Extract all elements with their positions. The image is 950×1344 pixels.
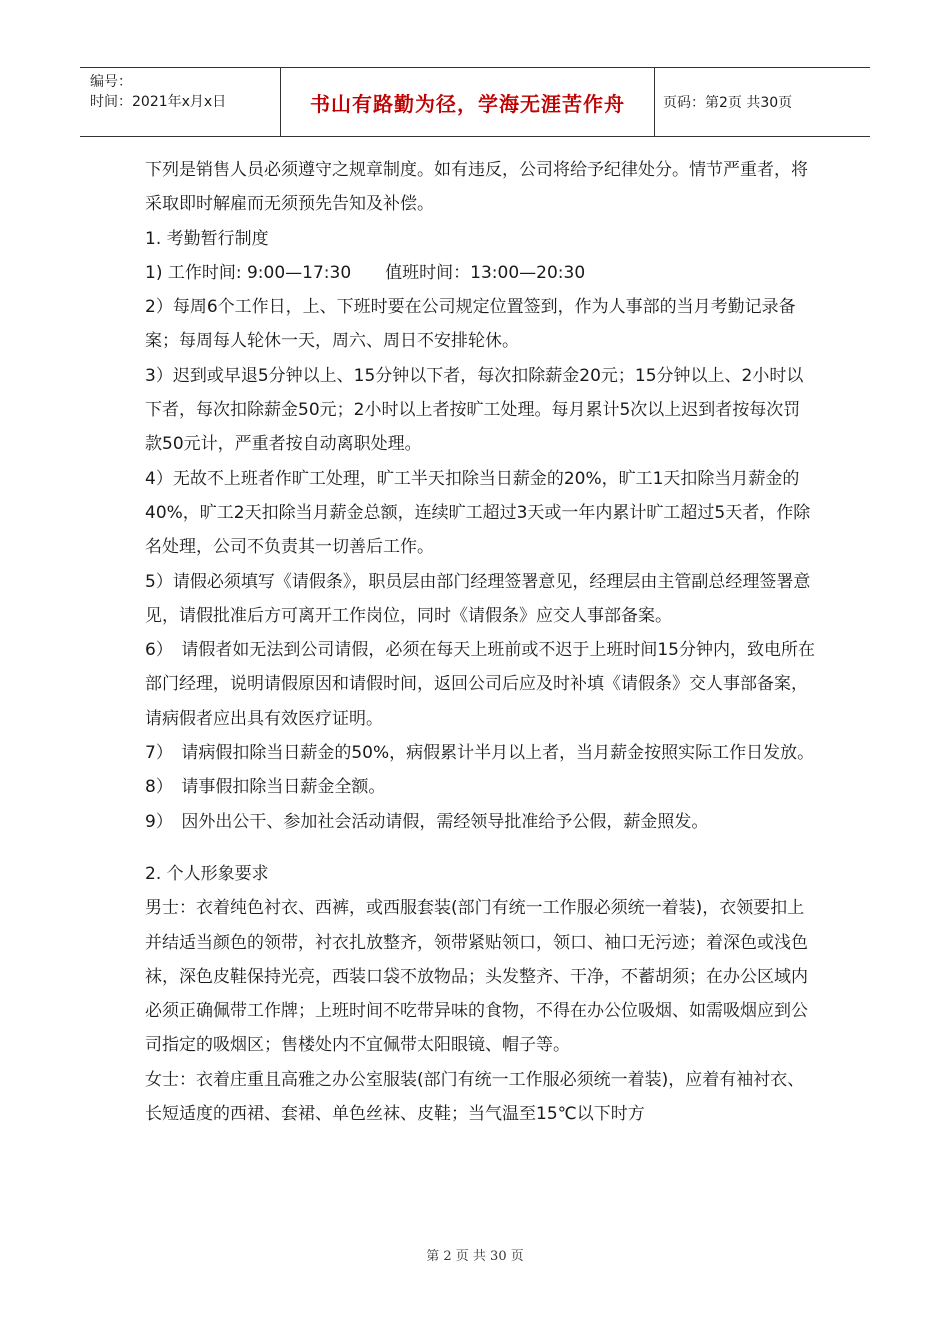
rule-item: 9） 因外出公干、参加社会活动请假，需经领导批准给予公假，薪金照发。	[145, 811, 709, 832]
page-header	[80, 67, 870, 137]
document-date-label: 时间：2021年x月x日	[90, 94, 227, 110]
rule-item: 8） 请事假扣除当日薪金全额。	[145, 777, 386, 798]
rule-item: 5）请假必须填写《请假条》，职员层由部门经理签署意见，经理层由主管副总经理签署意见，请假批准后方可离开工作岗位，同时《请假条》应交人事部备案。	[145, 571, 811, 626]
intro-paragraph: 下列是销售人员必须遵守之规章制度。如有违反，公司将给予纪律处分。情节严重者，将采取即时解雇而无须预先告知及补偿。	[145, 160, 808, 215]
rule-item: 6） 请假者如无法到公司请假，必须在每天上班前或不迟于上班时间15分钟内，致电所在部门经理，说明请假原因和请假时间，返回公司后应及时补填《请假条》交人事部备案，请病假者应出具有效医疗证明。	[145, 640, 815, 729]
section-heading-attendance: 1. 考勤暂行制度	[145, 228, 269, 249]
section-gap	[145, 839, 815, 857]
document-body	[145, 153, 815, 1131]
header-left-cell	[80, 68, 280, 136]
rule-item: 4）无故不上班者作旷工处理，旷工半天扣除当日薪金的20%，旷工1天扣除当月薪金的40%，旷工2天扣除当月薪金总额，连续旷工超过3天或一年内累计旷工超过5天者，作除名处理，公司不负责其一切善后工作。	[145, 468, 811, 558]
header-motto: 书山有路勤为径，学海无涯苦作舟	[280, 68, 655, 136]
page-footer: 第 2 页 共 30 页	[426, 1249, 524, 1264]
rule-item: 1) 工作时间: 9:00—17:30 值班时间：13:00—20:30	[145, 262, 586, 283]
section-heading-appearance: 2. 个人形象要求	[145, 863, 269, 884]
header-page-info: 页码：第2页 共30页	[663, 95, 793, 111]
rule-item: 3）迟到或早退5分钟以上、15分钟以下者，每次扣除薪金20元；15分钟以上、2小时以下者，每次扣除薪金50元；2小时以上者按旷工处理。每月累计5次以上迟到者按每次罚款50元计，严重者按自动离职处理。	[145, 365, 804, 455]
women-appearance-paragraph: 女士：衣着庄重且高雅之办公室服装(部门有统一工作服必须统一着装)，应着有袖衬衣、长短适度的西裙、套裙、单色丝袜、皮鞋；当气温至15℃以下时方	[145, 1069, 805, 1125]
document-number-label: 编号：	[90, 74, 132, 90]
rule-item: 2）每周6个工作日，上、下班时要在公司规定位置签到，作为人事部的当月考勤记录备案；每周每人轮休一天，周六、周日不安排轮休。	[145, 297, 796, 352]
rule-item: 7） 请病假扣除当日薪金的50%，病假累计半月以上者，当月薪金按照实际工作日发放。	[145, 743, 815, 764]
men-appearance-paragraph: 男士：衣着纯色衬衣、西裤，或西服套装(部门有统一工作服必须统一着装)，衣领要扣上并结适当颜色的领带，衬衣扎放整齐，领带紧贴领口，领口、袖口无污迹；着深色或浅色袜，深色皮鞋保持光亮，西装口袋不放物品；头发整齐、干净，不蓄胡须；在办公区域内必须正确佩带工作牌；上班时间不吃带异味的食物，不得在办公位吸烟、如需吸烟应到公司指定的吸烟区；售楼处内不宜佩带太阳眼镜、帽子等。	[145, 898, 808, 1056]
